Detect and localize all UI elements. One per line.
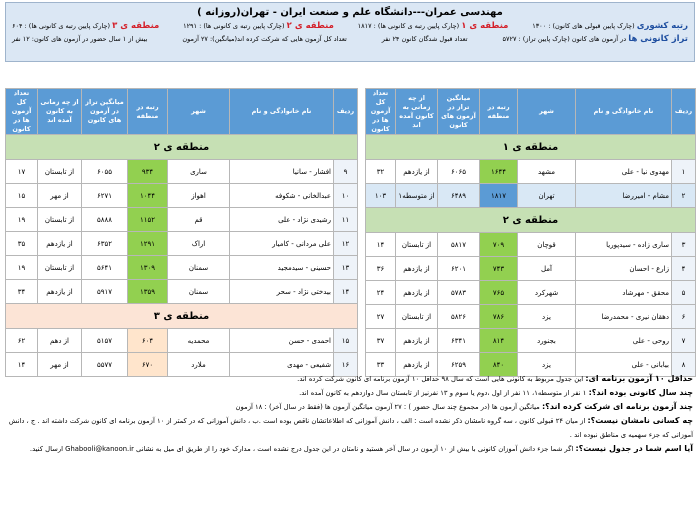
joined-since: از مهر	[38, 184, 82, 208]
avg-score: ۶۲۷۱	[82, 184, 128, 208]
city: قوچان	[518, 233, 576, 257]
col-count: تعداد کل آزمون ها در کانون	[366, 89, 396, 135]
row-index: ۱۶	[334, 353, 358, 377]
col-since: از چه زمانی به کانون آمده اند	[38, 89, 82, 135]
avg-score: ۵۱۵۷	[82, 329, 128, 353]
table-row	[366, 305, 696, 329]
exam-count-text: تعداد کل آزمون هایی که شرکت کرده اند(میانگین): ۲۷ آزمون	[182, 35, 347, 43]
student-name: رشیدی نژاد - علی	[230, 208, 334, 232]
region-section-row	[366, 208, 696, 233]
row-index: ۶	[672, 305, 696, 329]
avg-score: ۶۲۰۱	[438, 257, 480, 281]
table-row	[366, 281, 696, 305]
student-name: عبدالخانی - شکوفه	[230, 184, 334, 208]
note-answer: اگر شما جزء دانش آموزان کانونی با بیش از ۱۰ آزمون در سال آخر هستید و نامتان در این جدول درج نشده است ، مدارک خود را از طریق ای میل به نشانی Ghabooli@kanoon.ir ارسال کنید.	[29, 445, 576, 453]
row-index: ۸	[672, 353, 696, 377]
region1-label: منطقه ی ۱	[461, 21, 509, 31]
exam-count: ۱۰۳	[366, 184, 396, 208]
note-question: چند آزمون برنامه ای شرکت کرده اند؟:	[541, 402, 693, 411]
col-rank: رتبه در منطقه	[128, 89, 168, 135]
table-header-row	[366, 89, 696, 135]
table-row	[366, 160, 696, 184]
row-index: ۵	[672, 281, 696, 305]
exam-count: ۱۹	[6, 208, 38, 232]
note-answer: این جدول مربوط به کانونی هایی است که سال ۹۸ حداقل ۱۰ آزمون برنامه ای کانون شرکت کرده اند.	[297, 375, 586, 383]
city: یزد	[518, 305, 576, 329]
col-city: شهر	[518, 89, 576, 135]
region-rank: ۷۶۵	[480, 281, 518, 305]
region-section-title: منطقه ی ۲	[366, 208, 696, 233]
note-paragraph	[5, 400, 695, 414]
results-table-right	[365, 88, 696, 377]
col-idx: ردیف	[672, 89, 696, 135]
exam-count: ۱۴	[366, 233, 396, 257]
joined-since: از دهم	[38, 329, 82, 353]
region-section-row	[6, 304, 358, 329]
region-rank: ۷۰۹	[480, 233, 518, 257]
city: سمنان	[168, 256, 230, 280]
student-name: افشار - سانیا	[230, 160, 334, 184]
student-name: زارع - احسان	[576, 257, 672, 281]
table-row	[6, 256, 358, 280]
exam-count: ۱۹	[6, 256, 38, 280]
region-rank: ۷۴۳	[480, 257, 518, 281]
row-index: ۱۰	[334, 184, 358, 208]
region-section-title: منطقه ی ۱	[366, 135, 696, 160]
note-question: حداقل ۱۰ آزمون برنامه ای:	[585, 374, 693, 383]
student-name: مشام - امیررضا	[576, 184, 672, 208]
region3-label: منطقه ی ۳	[112, 21, 160, 31]
score-label: تراز کانونی ها	[628, 34, 688, 44]
exam-count: ۳۵	[6, 232, 38, 256]
joined-since: از یازدهم	[396, 329, 438, 353]
city: ساری	[168, 160, 230, 184]
row-index: ۱	[672, 160, 696, 184]
region-rank: ۱۳۰۹	[128, 256, 168, 280]
region2-label: منطقه ی ۲	[286, 21, 334, 31]
city: یزد	[518, 353, 576, 377]
header-panel	[5, 2, 695, 62]
col-idx: ردیف	[334, 89, 358, 135]
city: ملارد	[168, 353, 230, 377]
note-question: آیا اسم شما در جدول نیست؟:	[575, 444, 693, 453]
note-paragraph	[5, 386, 695, 400]
attendance-text: بیش از ۱ سال حضور در آزمون های کانون: ۱۲ نفر	[12, 35, 148, 43]
region-rank: ۶۰۴	[128, 329, 168, 353]
city: محمدیه	[168, 329, 230, 353]
city: اهواز	[168, 184, 230, 208]
row-index: ۲	[672, 184, 696, 208]
region-rank: ۱۰۴۴	[128, 184, 168, 208]
table-row	[6, 232, 358, 256]
student-name: بیدختی نژاد - سحر	[230, 280, 334, 304]
note-question: چه کسانی نامشان نیست؟:	[587, 416, 693, 425]
exam-count: ۲۷	[366, 305, 396, 329]
region-rank: ۶۷۰	[128, 353, 168, 377]
avg-score: ۵۵۷۷	[82, 353, 128, 377]
region-rank: ۷۸۶	[480, 305, 518, 329]
joined-since: از تابستان	[396, 233, 438, 257]
region-section-row	[6, 135, 358, 160]
region-rank: ۱۱۵۲	[128, 208, 168, 232]
note-paragraph	[5, 414, 695, 442]
student-name: حسینی - سیدمجید	[230, 256, 334, 280]
row-index: ۳	[672, 233, 696, 257]
region-section-title: منطقه ی ۲	[6, 135, 358, 160]
table-row	[6, 184, 358, 208]
exam-count: ۳۶	[366, 257, 396, 281]
city: شهرکرد	[518, 281, 576, 305]
student-name: محقق - مهرشاد	[576, 281, 672, 305]
region-rank: ۱۶۴۴	[480, 160, 518, 184]
col-avg: میانگین تراز در آزمون های کانون	[82, 89, 128, 135]
avg-score: ۵۷۸۳	[438, 281, 480, 305]
row-index: ۱۲	[334, 232, 358, 256]
student-name: احمدی - حسن	[230, 329, 334, 353]
exam-count: ۳۴	[6, 280, 38, 304]
joined-since: از متوسطه۱	[396, 184, 438, 208]
header-row-2	[6, 33, 694, 46]
exam-count: ۱۷	[6, 160, 38, 184]
avg-score: ۶۰۵۵	[82, 160, 128, 184]
page-title: مهندسی عمران---دانشگاه علم و صنعت ایران - تهران(روزانه )	[197, 7, 503, 18]
joined-since: از یازدهم	[396, 160, 438, 184]
avg-score: ۵۸۱۷	[438, 233, 480, 257]
exam-count: ۳۲	[366, 160, 396, 184]
exam-count: ۳۷	[366, 329, 396, 353]
note-answer: از میان ۲۴ قبولی کانون ، سه گروه نامشان ذکر نشده است : الف ، دانش آموزانی که اطلاعاتشان ناقص بوده است .ب ، دانش آموزانی که در کمتر از ۱۰ آزمون برنامه ای کانون شرکت داشته اند . ج ، دانش آموزانی که جزء سهمیه ی مناطق نبوده اند .	[8, 417, 693, 439]
city: بجنورد	[518, 329, 576, 353]
header-row-1	[6, 20, 694, 33]
avg-score: ۶۰۶۵	[438, 160, 480, 184]
exam-count: ۱۴	[6, 353, 38, 377]
city: اراک	[168, 232, 230, 256]
joined-since: از یازدهم	[396, 281, 438, 305]
student-name: بیابانی - علی	[576, 353, 672, 377]
city: قم	[168, 208, 230, 232]
national-rank-text: (چارک پایین قبولی های کانون) : ۱۳۰۰	[532, 22, 635, 30]
region-rank: ۱۸۱۷	[480, 184, 518, 208]
table-row	[6, 329, 358, 353]
student-name: شفیعی - مهدی	[230, 353, 334, 377]
joined-since: از مهر	[38, 353, 82, 377]
row-index: ۱۴	[334, 280, 358, 304]
avg-score: ۶۲۵۹	[438, 353, 480, 377]
region2-text: (چارک پایین رتبه ی کانونی ها) : ۱۲۹۱	[183, 22, 285, 30]
notes-section	[5, 372, 695, 456]
col-avg: میانگین تراز در آزمون های کانون	[438, 89, 480, 135]
col-city: شهر	[168, 89, 230, 135]
exam-count: ۱۵	[6, 184, 38, 208]
student-name: ساری زاده - سیدپوریا	[576, 233, 672, 257]
row-index: ۱۱	[334, 208, 358, 232]
table-row	[6, 280, 358, 304]
results-table-left	[5, 88, 358, 377]
note-paragraph	[5, 442, 695, 456]
avg-score: ۵۹۱۷	[82, 280, 128, 304]
joined-since: از تابستان	[38, 160, 82, 184]
avg-score: ۵۶۴۱	[82, 256, 128, 280]
joined-since: از تابستان	[38, 208, 82, 232]
exam-count: ۳۳	[366, 353, 396, 377]
accepted-count-text: تعداد قبول شدگان کانون ۲۴ نفر	[381, 35, 468, 43]
exam-count: ۲۴	[366, 281, 396, 305]
avg-score: ۵۸۸۸	[82, 208, 128, 232]
row-index: ۹	[334, 160, 358, 184]
note-answer: میانگین آزمون ها (در مجموع چند سال حضور ) : ۲۷ آزمون میانگین آزمون ها (فقط در سال آخر) : ۱۸ آزمون	[235, 403, 542, 411]
region-rank: ۸۱۴	[480, 329, 518, 353]
table-row	[366, 233, 696, 257]
city: تهران	[518, 184, 576, 208]
joined-since: از یازدهم	[38, 232, 82, 256]
region-rank: ۱۳۵۹	[128, 280, 168, 304]
table-row	[366, 329, 696, 353]
row-index: ۱۵	[334, 329, 358, 353]
student-name: دهقان نیری - محمدرضا	[576, 305, 672, 329]
region1-text: (چارک پایین رتبه ی کانونی ها) : ۱۸۱۷	[357, 22, 460, 30]
city: مشهد	[518, 160, 576, 184]
student-name: علی مردانی - کامیار	[230, 232, 334, 256]
table-row	[366, 184, 696, 208]
region-section-row	[366, 135, 696, 160]
table-header-row	[6, 89, 358, 135]
joined-since: از یازدهم	[396, 257, 438, 281]
table-row	[6, 160, 358, 184]
col-since: از چه زمانی به کانون آمده اند	[396, 89, 438, 135]
joined-since: از یازدهم	[38, 280, 82, 304]
row-index: ۷	[672, 329, 696, 353]
joined-since: از تابستان	[38, 256, 82, 280]
col-count: تعداد کل آزمون ها در کانون	[6, 89, 38, 135]
row-index: ۴	[672, 257, 696, 281]
col-name: نام خانوادگی و نام	[230, 89, 334, 135]
note-question: چند سال کانونی بوده اند؟:	[588, 388, 693, 397]
avg-score: ۶۳۵۲	[82, 232, 128, 256]
national-rank-label: رتبه کشوری	[636, 21, 688, 31]
city: سمنان	[168, 280, 230, 304]
joined-since: از یازدهم	[396, 353, 438, 377]
col-name: نام خانوادگی و نام	[576, 89, 672, 135]
avg-score: ۵۸۲۶	[438, 305, 480, 329]
table-row	[366, 257, 696, 281]
note-paragraph	[5, 372, 695, 386]
joined-since: از تابستان	[396, 305, 438, 329]
region-rank: ۱۲۹۱	[128, 232, 168, 256]
avg-score: ۶۳۴۱	[438, 329, 480, 353]
student-name: مهدوی نیا - علی	[576, 160, 672, 184]
region-rank: ۹۳۴	[128, 160, 168, 184]
note-answer: ۱ نفر از متوسطه۱، ۱۱ نفر از اول ،دوم یا سوم و ۱۳ نفرنیز از تابستان سال دوازدهم به کانون آمده اند.	[299, 389, 589, 397]
region3-text: (چارک پایین رتبه ی کانونی ها) : ۶۰۴	[12, 22, 111, 30]
student-name: روحی - علی	[576, 329, 672, 353]
city: آمل	[518, 257, 576, 281]
region-rank: ۸۴۰	[480, 353, 518, 377]
table-row	[6, 208, 358, 232]
avg-score: ۶۴۸۹	[438, 184, 480, 208]
row-index: ۱۳	[334, 256, 358, 280]
col-rank: رتبه در منطقه	[480, 89, 518, 135]
region-section-title: منطقه ی ۳	[6, 304, 358, 329]
score-text: در آزمون های کانون (چارک پایین تراز) : ۵۷۲۷	[502, 35, 627, 43]
exam-count: ۶۲	[6, 329, 38, 353]
